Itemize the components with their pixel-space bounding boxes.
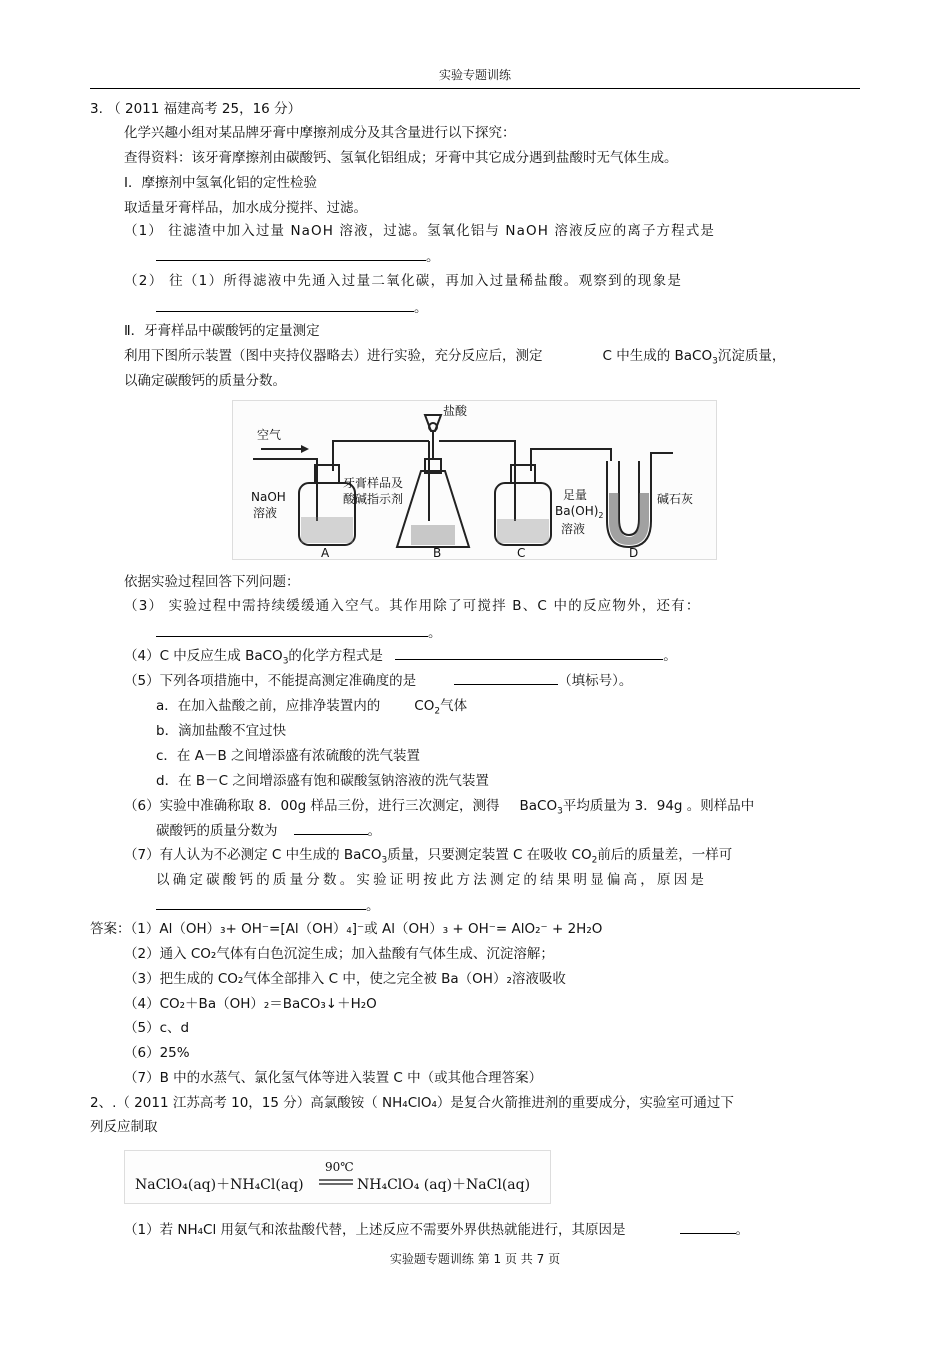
label-naoh: NaOH	[251, 490, 286, 504]
label-excess: 足量	[563, 488, 588, 502]
part1-text: 取适量牙膏样品，加水成分搅拌、过滤。	[124, 200, 367, 216]
period: 。	[367, 823, 381, 839]
equation-condition: 90℃	[325, 1160, 354, 1174]
q2-heading-line2: 列反应制取	[90, 1119, 158, 1135]
page-header: 实验专题训练	[438, 68, 511, 82]
q3-sub6-a: （6）实验中准确称取 8．00g 样品三份，进行三次测定，测得	[124, 798, 500, 814]
option-d: d．在 B－C 之间增添盛有饱和碳酸氢钠溶液的洗气装置	[156, 773, 489, 789]
answer-blank[interactable]	[156, 623, 428, 637]
q3-sub7-blank-line	[156, 896, 380, 915]
q3-sub6	[124, 797, 754, 815]
q3-intro: 化学兴趣小组对某品牌牙膏中摩擦剂成分及其含量进行以下探究：	[124, 125, 516, 141]
q3-sub1-blank-line	[156, 247, 440, 266]
label-baoh: $Ba(OH)_2$	[555, 504, 604, 520]
option-a	[156, 697, 467, 715]
label-C: C	[517, 546, 526, 559]
q3-sub7-c: 前后的质量差，一样可	[597, 847, 733, 863]
answer-3: （3）把生成的 CO₂气体全部排入 C 中，使之完全被 Ba（OH）₂溶液吸收	[124, 971, 566, 987]
q3-sub4-b: 的化学方程式是	[288, 648, 383, 664]
answer-6: （6）25%	[124, 1045, 190, 1061]
q3-sub2-blank-line	[156, 298, 428, 317]
answer-label: 答案：	[90, 921, 131, 937]
period: 。	[735, 1222, 750, 1238]
period: 。	[663, 648, 677, 664]
q2-sub1-text: （1）若 NH₄Cl 用氨气和浓盐酸代替，上述反应不需要外界供热就能进行，其原因是	[124, 1222, 626, 1238]
option-a-text: a．在加入盐酸之前，应排净装置内的	[156, 698, 381, 714]
q3-sub6-b: BaCO	[519, 798, 558, 814]
subscript: 2	[434, 706, 441, 717]
answer-blank[interactable]	[395, 646, 663, 660]
option-a-gas: 气体	[440, 698, 468, 714]
label-baoh-solution: 溶液	[561, 522, 586, 536]
label-sample-2: 酸碱指示剂	[343, 492, 404, 506]
q3-sub7-line2: 以确定碳酸钙的质量分数。实验证明按此方法测定的结果明显偏高，原因是	[156, 872, 708, 888]
q2-heading: 2、.（ 2011 江苏高考 10，15 分）高氯酸铵（ NH₄ClO₄）是复合火箭推进剂的重要成分，实验室可通过下	[90, 1095, 734, 1111]
label-sample-1: 牙膏样品及	[343, 476, 404, 490]
answer-blank[interactable]	[156, 247, 426, 261]
answer-blank[interactable]	[454, 671, 558, 685]
apparatus-figure	[232, 400, 717, 560]
subscript: 2	[591, 855, 598, 866]
part2-text-b: C 中生成的 BaCO	[602, 348, 713, 364]
part2-title: Ⅱ．牙膏样品中碳酸钙的定量测定	[124, 323, 320, 339]
option-b: b．滴加盐酸不宜过快	[156, 723, 287, 739]
period: 。	[428, 625, 442, 641]
option-a-co: CO	[414, 698, 435, 714]
subscript: 3	[381, 855, 388, 866]
answer-7: （7）B 中的水蒸气、氯化氢气体等进入装置 C 中（或其他合理答案）	[124, 1070, 543, 1086]
option-c: c．在 A－B 之间增添盛有浓硫酸的洗气装置	[156, 748, 421, 764]
q3-number: 3.	[90, 101, 103, 117]
part1-title: Ⅰ．摩擦剂中氢氧化铝的定性检验	[124, 175, 317, 191]
label-hcl: 盐酸	[443, 404, 468, 418]
label-D: D	[629, 546, 639, 559]
q3-sub6-c: 平均质量为 3．94g 。则样品中	[562, 798, 755, 814]
header-rule	[90, 88, 860, 89]
q3-sub6-d: 碳酸钙的质量分数为	[156, 823, 278, 839]
label-B: B	[433, 546, 442, 559]
equation-right: NH₄ClO₄ (aq)＋NaCl(aq)	[357, 1177, 531, 1193]
subscript: 3	[712, 356, 718, 367]
subscript: 3	[282, 656, 289, 667]
q3-sub1: （1） 往滤渣中加入过量 NaOH 溶液，过滤。氢氧化铝与 NaOH 溶液反应的离子方程式是	[124, 223, 715, 239]
q3-heading	[90, 100, 301, 118]
answer-2: （2）通入 CO₂气体有白色沉淀生成；加入盐酸有气体生成、沉淀溶解；	[124, 946, 554, 962]
answer-5: （5）c、d	[124, 1020, 190, 1036]
period: 。	[414, 300, 428, 316]
answer-intro: 依据实验过程回答下列问题：	[124, 574, 300, 590]
answer-1-text: （1）Al（OH）₃+ OH⁻=[Al（OH）₄]⁻或 Al（OH）₃ + OH⁻= AlO₂⁻ + 2H₂O	[130, 921, 603, 937]
q3-info: 查得资料：该牙膏摩擦剂由碳酸钙、氢氧化铝组成；牙膏中其它成分遇到盐酸时无气体生成。	[124, 150, 678, 166]
q3-sub5-tail: （填标号）。	[558, 673, 633, 689]
answer-blank[interactable]	[680, 1220, 736, 1234]
answer-blank[interactable]	[156, 298, 414, 312]
q3-sub3: （3） 实验过程中需持续缓缓通入空气。其作用除了可搅拌 B、C 中的反应物外，还有：	[124, 598, 701, 614]
answer-blank[interactable]	[156, 896, 366, 910]
q3-sub5	[124, 671, 632, 690]
reaction-equation-figure	[124, 1150, 551, 1204]
q3-sub7-b: 质量，只要测定装置 C 在吸收 CO	[387, 847, 592, 863]
q3-sub3-blank-line	[156, 623, 442, 642]
period: 。	[366, 898, 380, 914]
period: 。	[426, 249, 440, 265]
apparatus-diagram	[233, 401, 716, 559]
part2-text2: 以确定碳酸钙的质量分数。	[124, 373, 286, 389]
q3-sub6-line2	[156, 821, 381, 840]
q3-sub5-text: （5）下列各项措施中，不能提高测定准确度的是	[124, 673, 417, 689]
label-soda-lime: 碱石灰	[657, 492, 694, 506]
subscript: 3	[557, 806, 563, 817]
q3-sub4	[124, 646, 677, 665]
answer-1	[90, 920, 602, 938]
label-air: 空气	[257, 428, 282, 442]
q2-sub1	[124, 1220, 749, 1239]
q3-sub4-a: （4）C 中反应生成 BaCO	[124, 648, 283, 664]
q3-sub2: （2） 往（1）所得滤液中先通入过量二氧化碳，再加入过量稀盐酸。观察到的现象是	[124, 273, 683, 289]
answer-blank[interactable]	[294, 821, 368, 835]
part2-text-c: 沉淀质量，	[717, 348, 786, 364]
label-A: A	[321, 546, 330, 559]
q3-sub7	[124, 846, 732, 864]
equation-left: NaClO₄(aq)＋NH₄Cl(aq)	[135, 1177, 304, 1193]
page-footer: 实验题专题训练 第 1 页 共 7 页	[389, 1252, 561, 1266]
reaction-equation	[125, 1151, 550, 1203]
part2-text-a: 利用下图所示装置（图中夹持仪器略去）进行实验，充分反应后，测定	[124, 348, 543, 364]
label-naoh-solution: 溶液	[253, 506, 278, 520]
q3-sub7-a: （7）有人认为不必测定 C 中生成的 BaCO	[124, 847, 382, 863]
part2-text	[124, 347, 785, 365]
q3-source: （ 2011 福建高考 25，16 分）	[107, 101, 302, 117]
answer-4: （4）CO₂＋Ba（OH）₂＝BaCO₃↓＋H₂O	[124, 996, 377, 1012]
